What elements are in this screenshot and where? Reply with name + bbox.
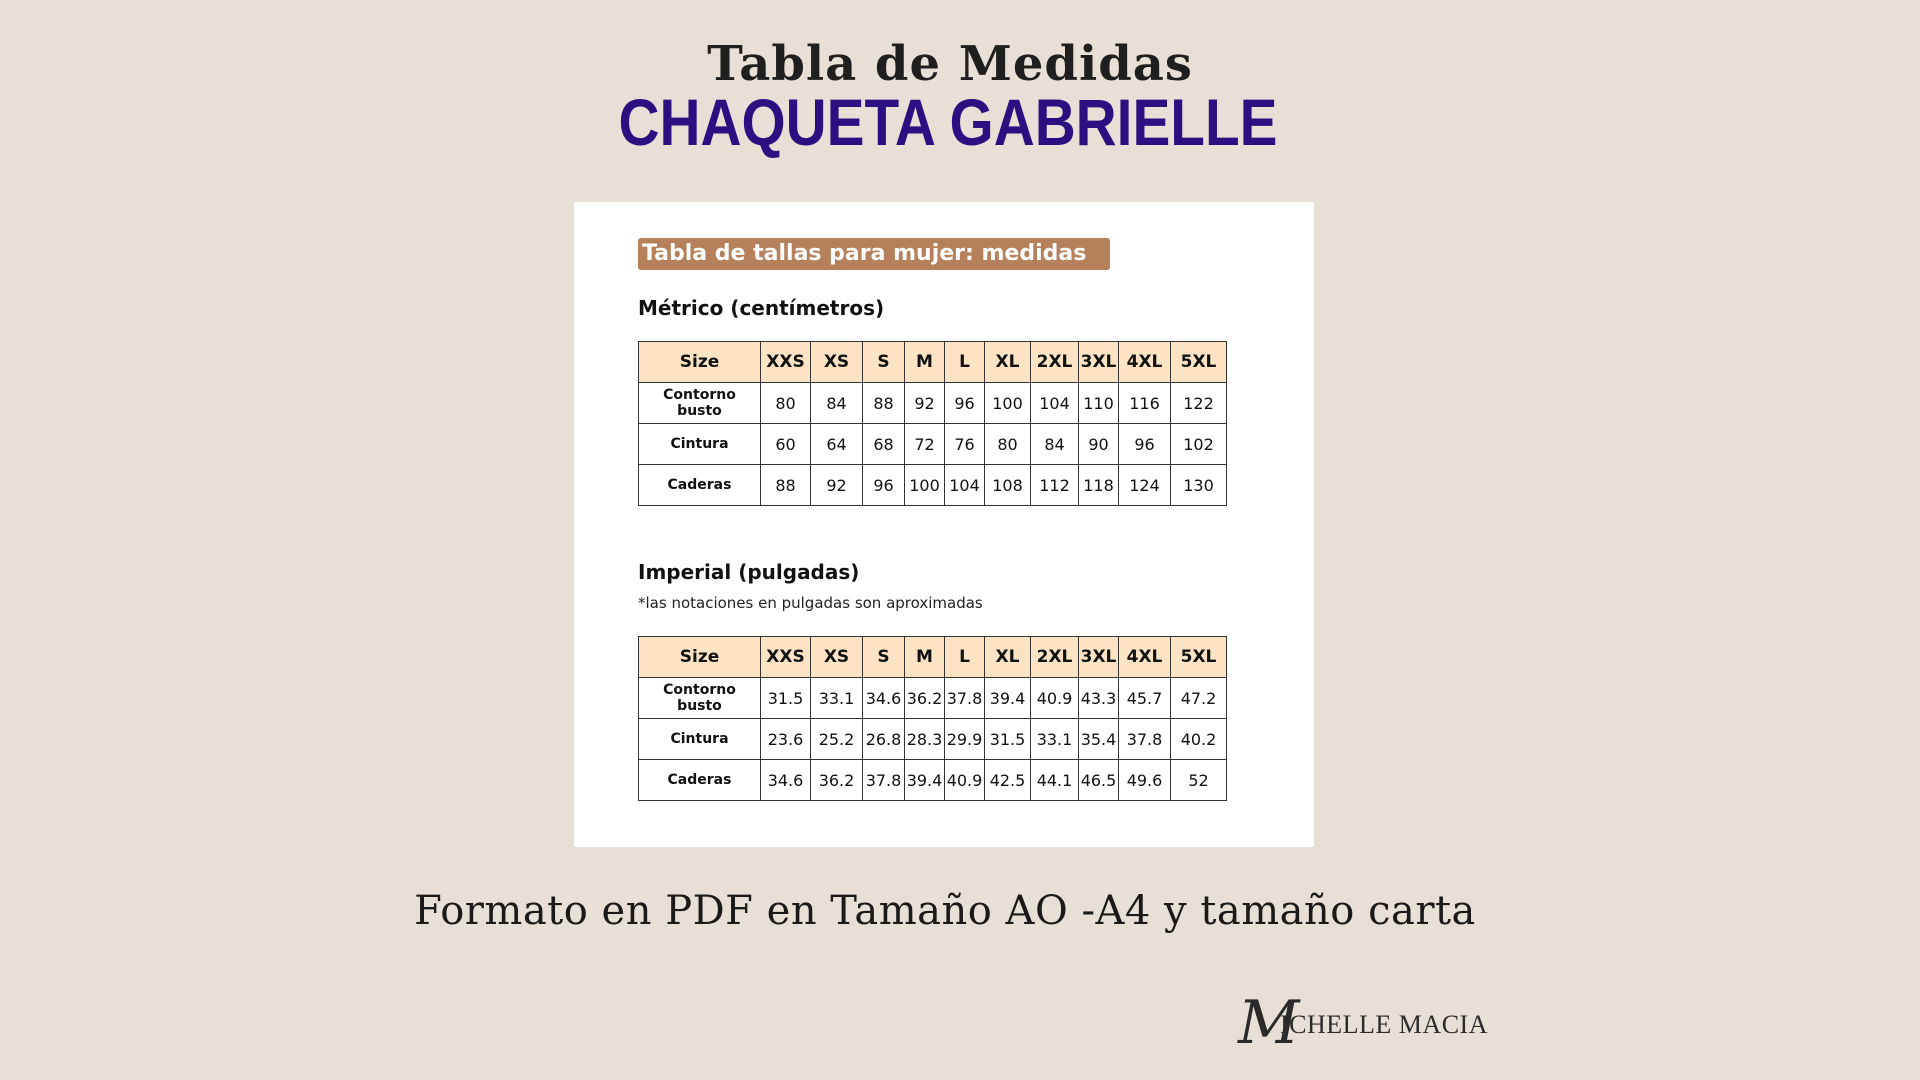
table-cell: 28.3 [905, 719, 945, 760]
table-cell: 31.5 [985, 719, 1031, 760]
size-header: Size [639, 342, 761, 383]
size-col-xs: XS [811, 342, 863, 383]
table-cell: 46.5 [1079, 760, 1119, 801]
table-cell: 43.3 [1079, 678, 1119, 719]
table-cell: 68 [863, 424, 905, 465]
imperial-size-table [638, 636, 1227, 801]
table-cell: 88 [761, 465, 811, 506]
table-cell: 40.9 [1031, 678, 1079, 719]
table-row [639, 760, 1227, 801]
table-cell: 47.2 [1171, 678, 1227, 719]
table-cell: 72 [905, 424, 945, 465]
metric-section-title: Métrico (centímetros) [638, 296, 885, 320]
size-chart-card [574, 202, 1314, 847]
table-cell: 80 [985, 424, 1031, 465]
table-cell: 34.6 [863, 678, 905, 719]
row-label: Caderas [639, 465, 761, 506]
table-cell: 102 [1171, 424, 1227, 465]
size-col-l: L [945, 342, 985, 383]
brand-logo [1238, 988, 1488, 1058]
table-cell: 100 [905, 465, 945, 506]
table-cell: 44.1 [1031, 760, 1079, 801]
table-cell: 104 [945, 465, 985, 506]
table-cell: 88 [863, 383, 905, 424]
imperial-note: *las notaciones en pulgadas son aproximadas [638, 594, 983, 612]
table-cell: 92 [905, 383, 945, 424]
table-cell: 100 [985, 383, 1031, 424]
table-cell: 116 [1119, 383, 1171, 424]
row-label: Cintura [639, 424, 761, 465]
row-label: Contorno busto [639, 678, 761, 719]
size-col-xl: XL [985, 342, 1031, 383]
size-col-2xl: 2XL [1031, 637, 1079, 678]
size-col-xs: XS [811, 637, 863, 678]
row-label: Contorno busto [639, 383, 761, 424]
table-cell: 96 [1119, 424, 1171, 465]
metric-header-row [639, 342, 1227, 383]
size-col-xl: XL [985, 637, 1031, 678]
size-col-4xl: 4XL [1119, 342, 1171, 383]
table-cell: 80 [761, 383, 811, 424]
size-header: Size [639, 637, 761, 678]
table-cell: 49.6 [1119, 760, 1171, 801]
table-cell: 36.2 [905, 678, 945, 719]
size-col-3xl: 3XL [1079, 342, 1119, 383]
table-cell: 84 [1031, 424, 1079, 465]
size-col-xxs: XXS [761, 637, 811, 678]
table-cell: 29.9 [945, 719, 985, 760]
table-row [639, 383, 1227, 424]
table-cell: 110 [1079, 383, 1119, 424]
table-cell: 40.2 [1171, 719, 1227, 760]
table-cell: 84 [811, 383, 863, 424]
table-row [639, 465, 1227, 506]
size-col-3xl: 3XL [1079, 637, 1119, 678]
table-cell: 52 [1171, 760, 1227, 801]
table-cell: 26.8 [863, 719, 905, 760]
size-col-m: M [905, 342, 945, 383]
table-cell: 92 [811, 465, 863, 506]
size-col-5xl: 5XL [1171, 342, 1227, 383]
table-cell: 64 [811, 424, 863, 465]
imperial-section-title: Imperial (pulgadas) [638, 560, 860, 584]
table-cell: 33.1 [811, 678, 863, 719]
size-col-5xl: 5XL [1171, 637, 1227, 678]
table-cell: 96 [945, 383, 985, 424]
size-col-s: S [863, 342, 905, 383]
row-label: Cintura [639, 719, 761, 760]
table-cell: 45.7 [1119, 678, 1171, 719]
table-row [639, 719, 1227, 760]
table-cell: 35.4 [1079, 719, 1119, 760]
table-cell: 40.9 [945, 760, 985, 801]
size-col-l: L [945, 637, 985, 678]
format-caption: Formato en PDF en Tamaño AO -A4 y tamaño carta [414, 888, 1476, 934]
table-cell: 60 [761, 424, 811, 465]
size-col-s: S [863, 637, 905, 678]
table-cell: 23.6 [761, 719, 811, 760]
table-cell: 90 [1079, 424, 1119, 465]
table-cell: 39.4 [905, 760, 945, 801]
table-cell: 130 [1171, 465, 1227, 506]
size-col-4xl: 4XL [1119, 637, 1171, 678]
chart-banner: Tabla de tallas para mujer: medidas [638, 238, 1110, 270]
metric-size-table [638, 341, 1227, 506]
table-cell: 39.4 [985, 678, 1031, 719]
table-cell: 37.8 [863, 760, 905, 801]
logo-initial: M [1238, 988, 1300, 1058]
table-cell: 33.1 [1031, 719, 1079, 760]
table-cell: 37.8 [945, 678, 985, 719]
table-cell: 104 [1031, 383, 1079, 424]
table-cell: 36.2 [811, 760, 863, 801]
page-subtitle: Tabla de Medidas [707, 36, 1193, 92]
table-cell: 34.6 [761, 760, 811, 801]
table-cell: 76 [945, 424, 985, 465]
imperial-header-row [639, 637, 1227, 678]
logo-text: ICHELLE MACIA [1280, 1010, 1488, 1039]
size-col-xxs: XXS [761, 342, 811, 383]
table-cell: 108 [985, 465, 1031, 506]
table-cell: 122 [1171, 383, 1227, 424]
table-cell: 112 [1031, 465, 1079, 506]
table-cell: 124 [1119, 465, 1171, 506]
page-title: CHAQUETA GABRIELLE [618, 85, 1278, 159]
size-col-m: M [905, 637, 945, 678]
table-cell: 118 [1079, 465, 1119, 506]
table-cell: 25.2 [811, 719, 863, 760]
table-row [639, 424, 1227, 465]
table-cell: 96 [863, 465, 905, 506]
row-label: Caderas [639, 760, 761, 801]
table-cell: 37.8 [1119, 719, 1171, 760]
size-col-2xl: 2XL [1031, 342, 1079, 383]
table-cell: 42.5 [985, 760, 1031, 801]
table-row [639, 678, 1227, 719]
table-cell: 31.5 [761, 678, 811, 719]
